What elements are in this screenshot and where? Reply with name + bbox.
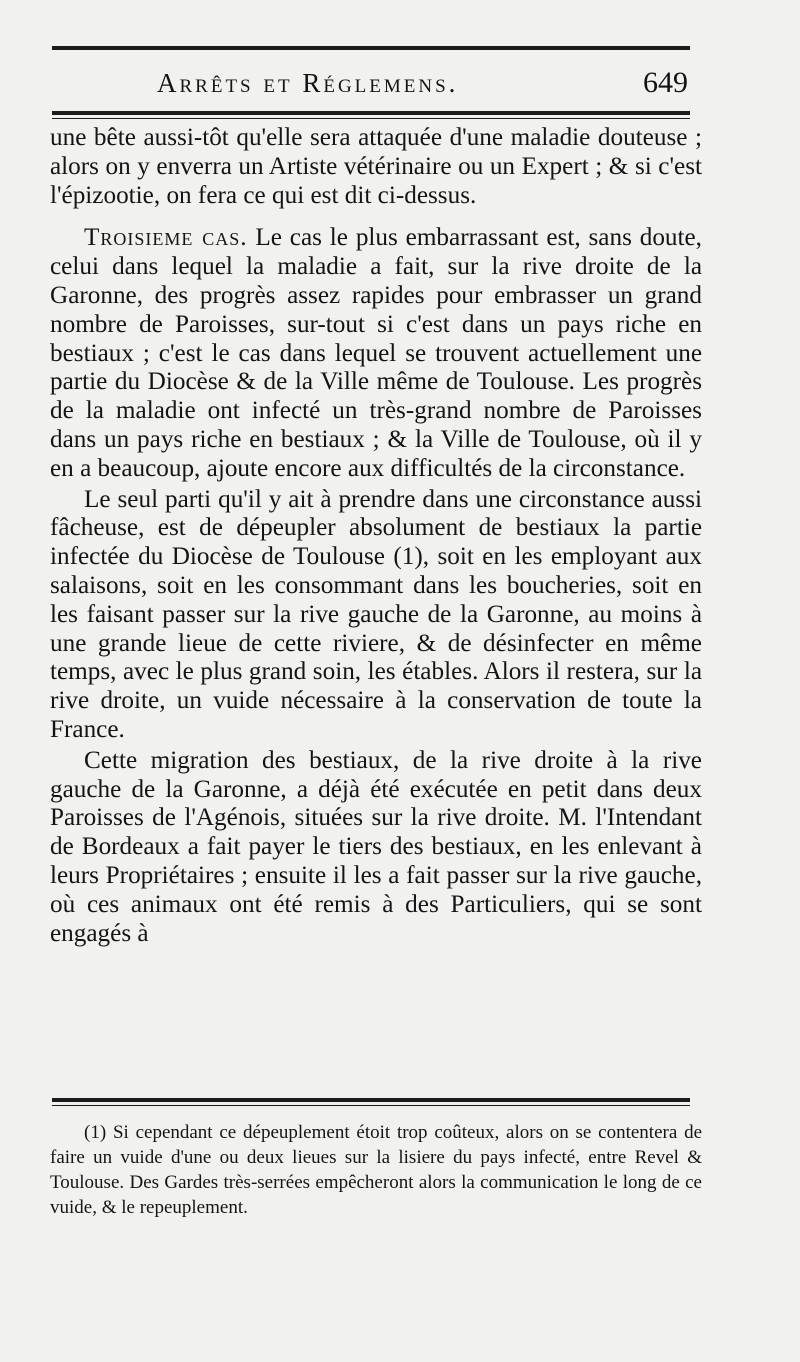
paragraph-3 xyxy=(50,486,702,745)
running-title: Arrêts et Réglemens. xyxy=(157,68,459,98)
body-text xyxy=(50,124,702,948)
page-header xyxy=(52,64,690,108)
paragraph-text: une bête aussi-tôt qu'elle sera attaquée d'une maladie douteuse ; alors on y enverra un Artiste vétérinaire ou un Expert ; & si c'est l'épizootie, on fera ce qui est dit ci-dessus. xyxy=(50,124,702,209)
footnote-rule-top xyxy=(52,1098,690,1102)
section-lead: Troisieme cas. xyxy=(84,224,248,252)
footnote: (1) Si cependant ce dépeuplement étoit trop coûteux, alors on se contentera de faire un vuide d'une ou deux lieues sur la lisiere du pays infecté, entre Revel & Toulouse. Des Gardes très-serrées empêcheront alors la communication le long de ce vuide, & le repeuplement. xyxy=(50,1122,702,1218)
header-rule-bottom xyxy=(52,111,690,115)
paragraph-text: Le seul parti qu'il y ait à prendre dans une circonstance aussi fâcheuse, est de dépeupler absolument de bestiaux la partie infectée du Diocèse de Toulouse (1), soit en les employant aux salaisons, soit en les consommant dans les boucheries, soit en les faisant passer sur la rive gauche de la Garonne, au moins à une grande lieue de cette riviere, & de désinfecter en même temps, avec le plus grand soin, les étables. Alors il restera, sur la rive droite, un vuide nécessaire à la conservation de toute la France. xyxy=(50,485,702,743)
paragraph-text: Le cas le plus embarrassant est, sans doute, celui dans lequel la maladie a fait, sur la rive droite de la Garonne, des progrès assez rapides pour embrasser un grand nombre de Paroisses, sur-tout si c'est dans un pays riche en bestiaux ; c'est le cas dans lequel se trouvent actuellement une partie du Diocèse & de la Ville même de Toulouse. Les progrès de la maladie ont infecté un très-grand nombre de Paroisses dans un pays riche en bestiaux ; & la Ville de Toulouse, où il y en a beaucoup, ajoute encore aux difficultés de la circonstance. xyxy=(50,224,702,482)
paragraph-text: Cette migration des bestiaux, de la rive droite à la rive gauche de la Garonne, a déjà été exécutée en petit dans deux Paroisses de l'Agénois, situées sur la rive droite. M. l'Intendant de Bordeaux a fait payer le tiers des bestiaux, en les enlevant à leurs Propriétaires ; ensuite il les a fait passer sur la rive gauche, où ces animaux ont été remis à des Particuliers, qui se sont engagés à xyxy=(50,746,702,947)
footnote-rule-thin xyxy=(52,1105,690,1106)
page-number: 649 xyxy=(643,66,688,99)
paragraph-1 xyxy=(50,124,702,210)
paragraph-2 xyxy=(50,224,702,483)
header-rule-thin xyxy=(52,118,690,119)
header-rule-top xyxy=(52,46,690,50)
paragraph-4 xyxy=(50,747,702,949)
